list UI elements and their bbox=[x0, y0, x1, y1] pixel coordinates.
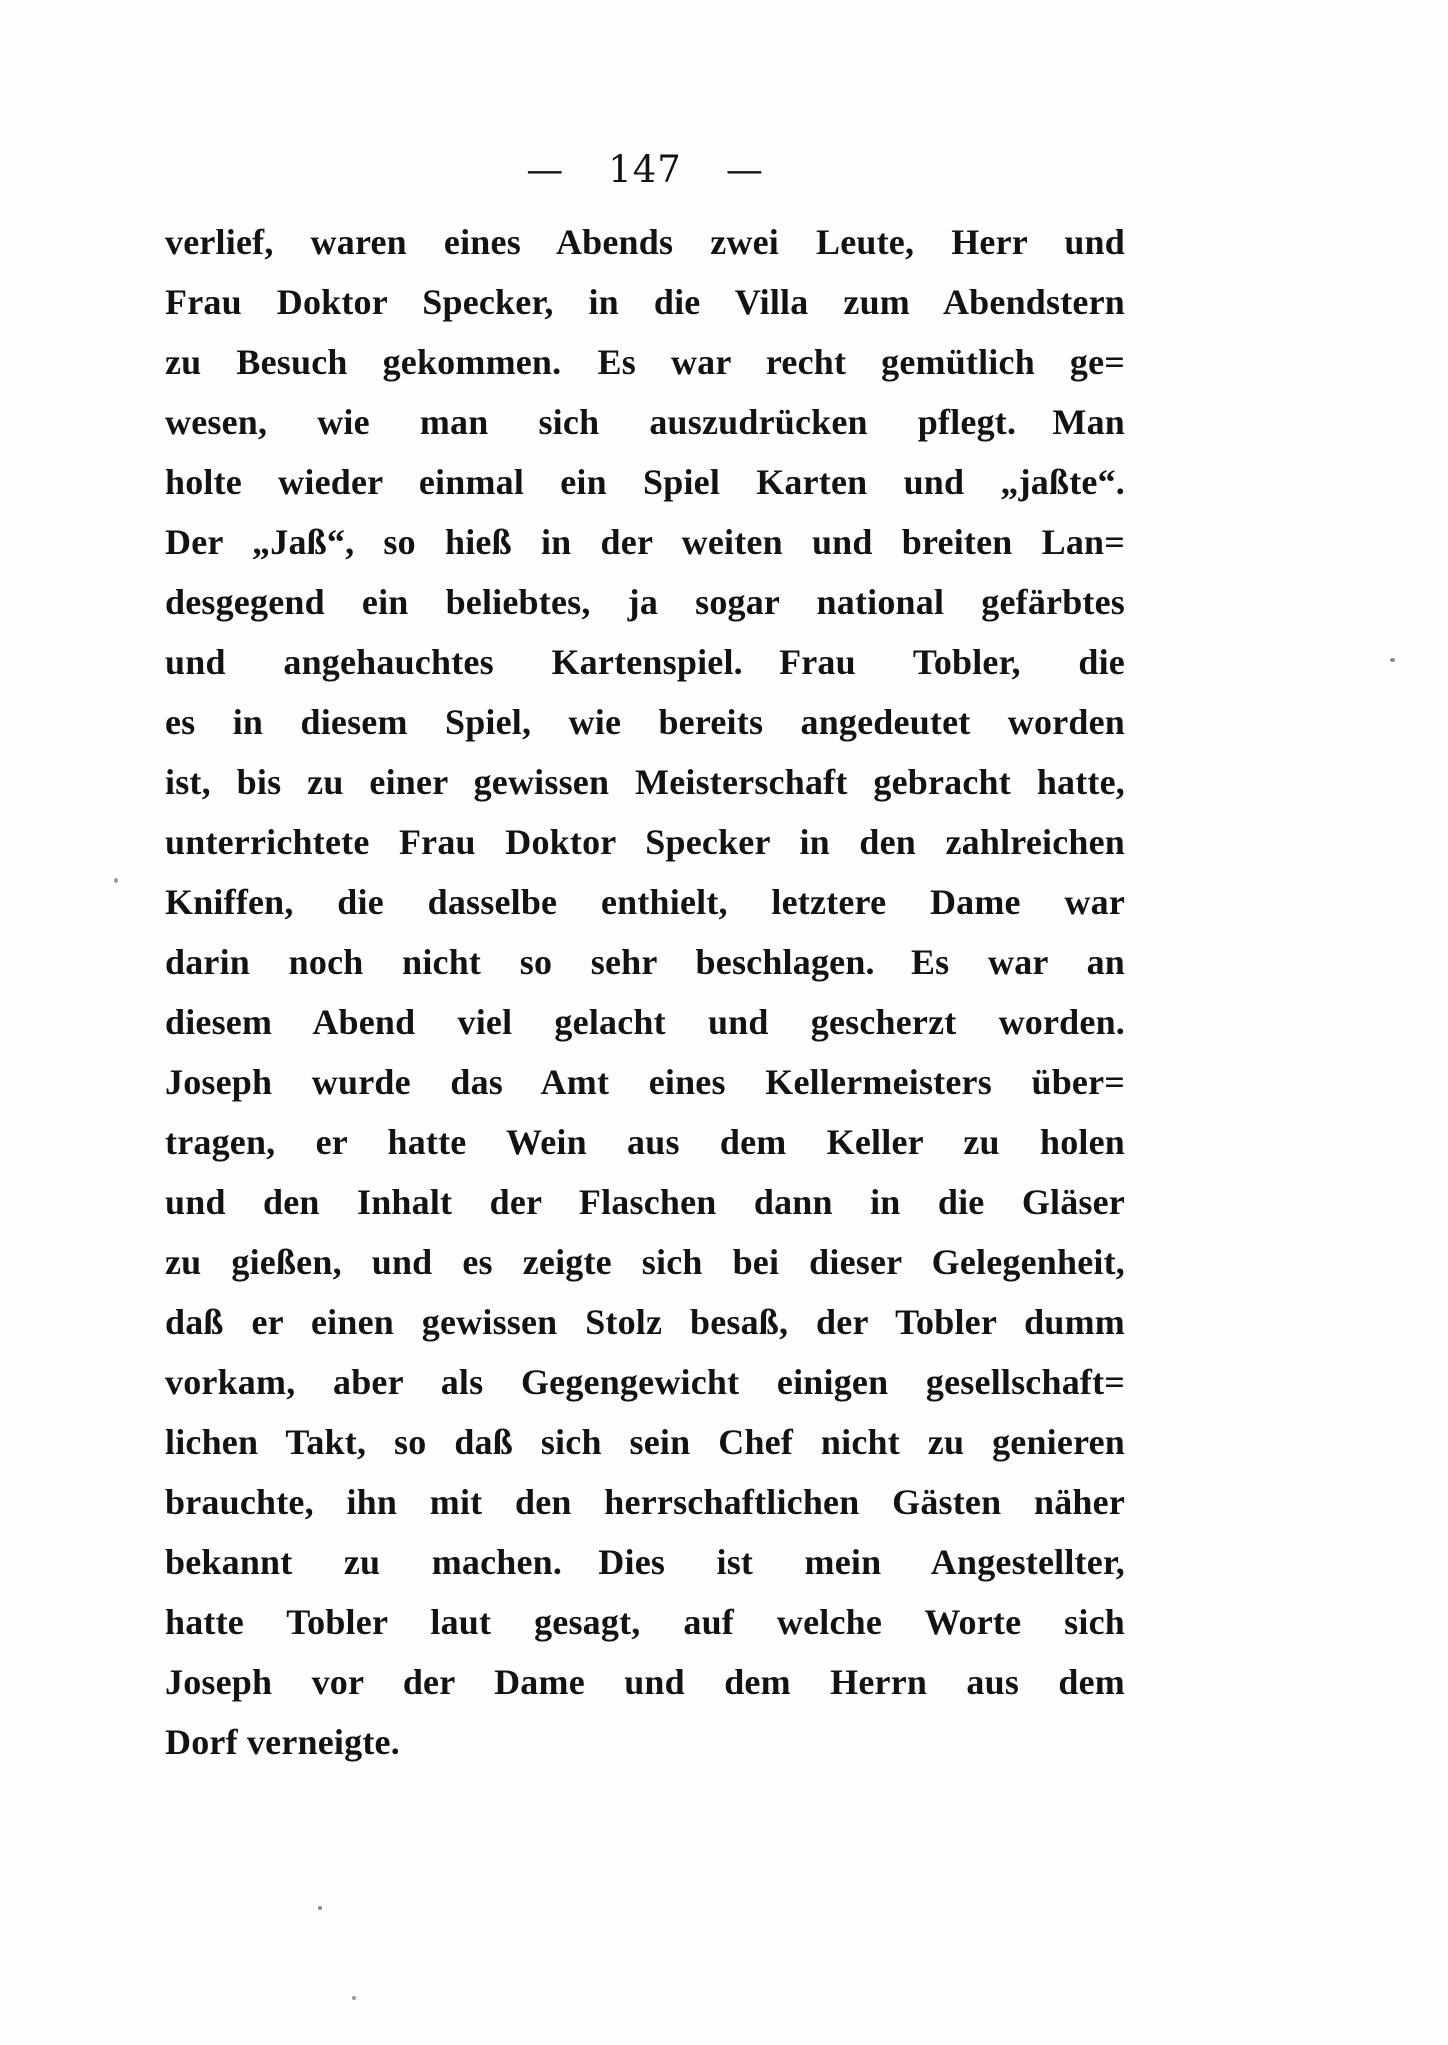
text-line: brauchte, ihn mit den herrschaftlichen Gästen näher bbox=[165, 1482, 1125, 1522]
text-line: und angehauchtes Kartenspiel. Frau Tobler, die bbox=[165, 642, 1125, 682]
text-line-last: Dorf verneigte. bbox=[165, 1722, 400, 1762]
text-line: ist, bis zu einer gewissen Meisterschaft gebracht hatte, bbox=[165, 762, 1125, 802]
body-text bbox=[165, 212, 1125, 1772]
page-header bbox=[165, 148, 1125, 191]
text-line: Der „Jaß“, so hieß in der weiten und breiten Lan= bbox=[165, 522, 1125, 562]
text-line: Joseph vor der Dame und dem Herrn aus dem bbox=[165, 1662, 1125, 1702]
text-line: zu gießen, und es zeigte sich bei dieser Gelegenheit, bbox=[165, 1242, 1125, 1282]
text-line: holte wieder einmal ein Spiel Karten und „jaßte“. bbox=[165, 462, 1125, 502]
scan-speck bbox=[318, 1906, 322, 1910]
text-line: daß er einen gewissen Stolz besaß, der Tobler dumm bbox=[165, 1302, 1125, 1342]
scan-speck bbox=[352, 1996, 356, 2000]
page-number: 147 bbox=[608, 148, 682, 191]
text-line: bekannt zu machen. Dies ist mein Angestellter, bbox=[165, 1542, 1125, 1582]
text-line: es in diesem Spiel, wie bereits angedeutet worden bbox=[165, 702, 1125, 742]
text-line: unterrichtete Frau Doktor Specker in den zahlreichen bbox=[165, 822, 1125, 862]
text-line: hatte Tobler laut gesagt, auf welche Worte sich bbox=[165, 1602, 1125, 1642]
text-line: diesem Abend viel gelacht und gescherzt worden. bbox=[165, 1002, 1125, 1042]
scan-speck bbox=[114, 878, 118, 883]
text-line: Frau Doktor Specker, in die Villa zum Abendstern bbox=[165, 282, 1125, 322]
text-line: tragen, er hatte Wein aus dem Keller zu holen bbox=[165, 1122, 1125, 1162]
text-line: wesen, wie man sich auszudrücken pflegt. Man bbox=[165, 402, 1125, 442]
text-line: vorkam, aber als Gegengewicht einigen gesellschaft= bbox=[165, 1362, 1125, 1402]
text-line: Joseph wurde das Amt eines Kellermeisters über= bbox=[165, 1062, 1125, 1102]
text-line: zu Besuch gekommen. Es war recht gemütlich ge= bbox=[165, 342, 1125, 382]
text-line: darin noch nicht so sehr beschlagen. Es war an bbox=[165, 942, 1125, 982]
text-line: Kniffen, die dasselbe enthielt, letztere Dame war bbox=[165, 882, 1125, 922]
header-dash-right: — bbox=[725, 148, 764, 191]
text-line: lichen Takt, so daß sich sein Chef nicht zu genieren bbox=[165, 1422, 1125, 1462]
text-line: und den Inhalt der Flaschen dann in die Gläser bbox=[165, 1182, 1125, 1222]
text-line: desgegend ein beliebtes, ja sogar national gefärbtes bbox=[165, 582, 1125, 622]
header-dash-left: — bbox=[526, 148, 565, 191]
scan-speck bbox=[1390, 658, 1395, 662]
text-line: verlief, waren eines Abends zwei Leute, Herr und bbox=[165, 222, 1125, 262]
